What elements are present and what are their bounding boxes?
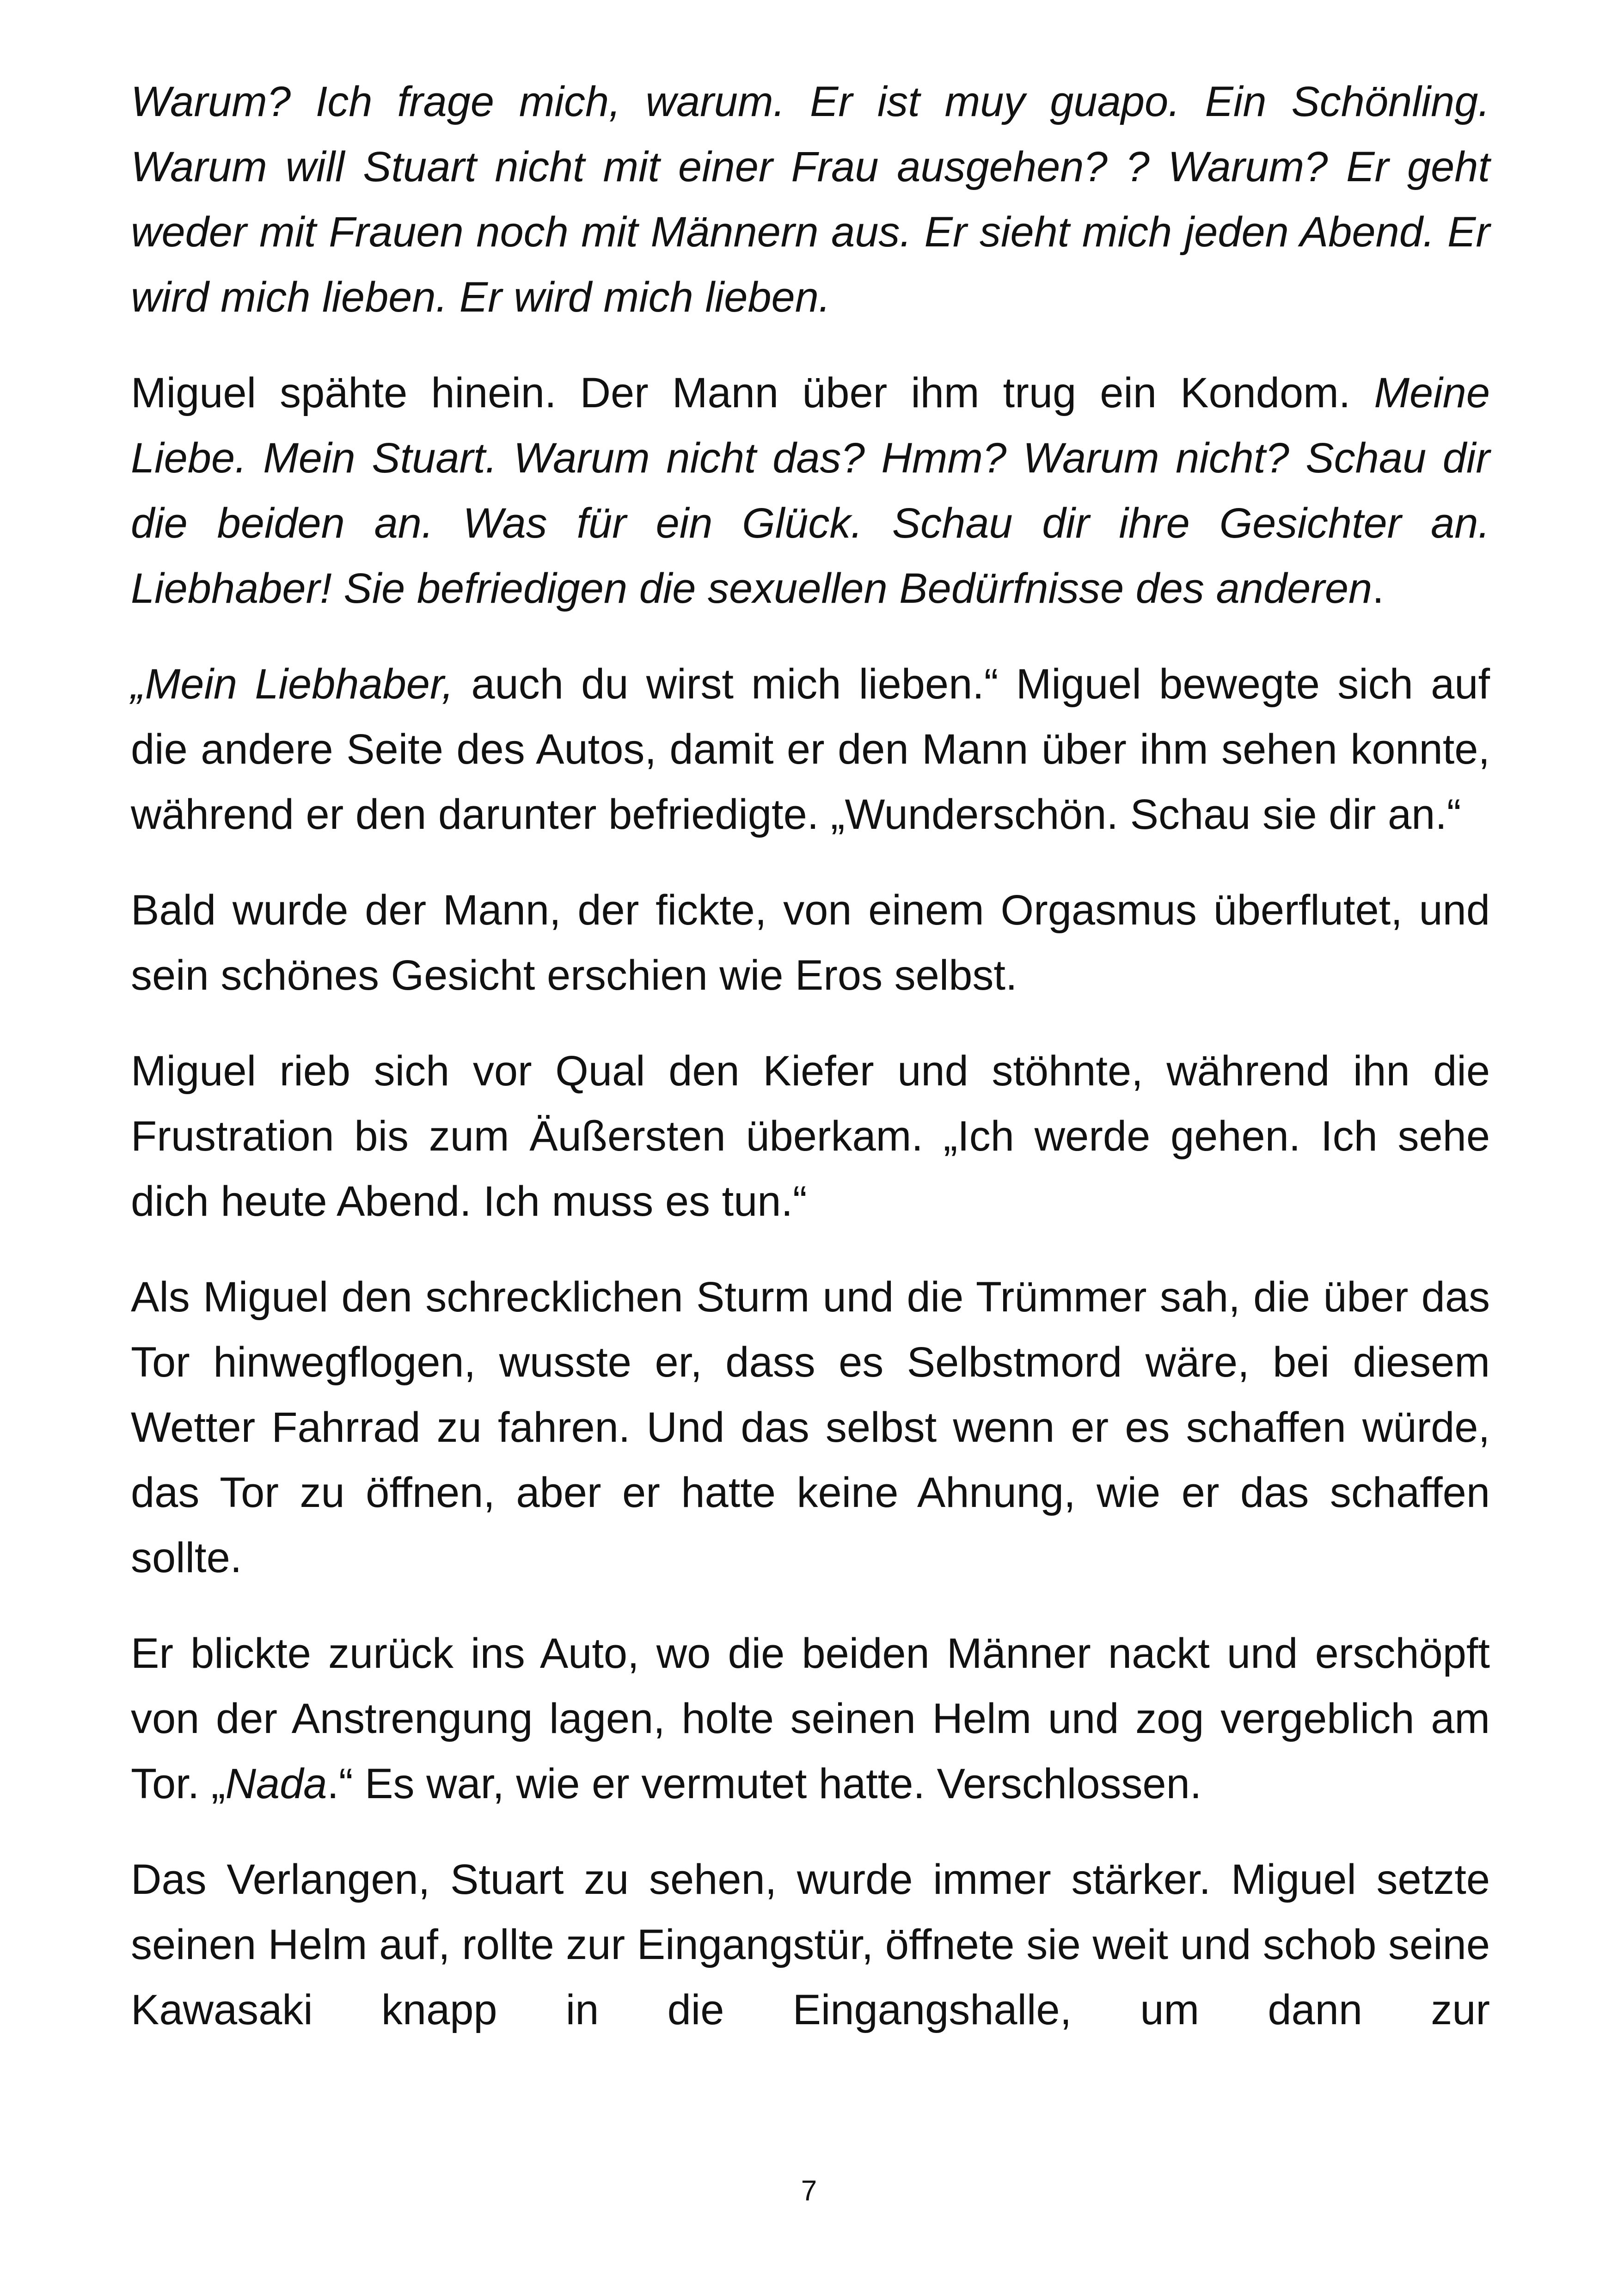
paragraph-2: [131, 361, 1490, 621]
paragraph-1: [131, 69, 1490, 330]
body-text: auch du wirst mich lieben.“ Miguel bewegte sich auf die andere Seite des Autos, damit er den Mann über ihm sehen konnte, während er den darunter befriedigte. „Wunderschön. Schau sie dir an.“: [131, 661, 1490, 838]
paragraph-3: [131, 652, 1490, 847]
body-text: .“ Es war, wie er vermutet hatte. Verschlossen.: [327, 1760, 1202, 1807]
document-page: [131, 69, 1490, 2073]
paragraph-8: [131, 1847, 1490, 2043]
paragraph-6: [131, 1265, 1490, 1591]
paragraph-4: [131, 878, 1490, 1008]
italic-text: Warum? Ich frage mich, warum. Er ist muy guapo. Ein Schönling. Warum will Stuart nicht mit einer Frau ausgehen? ? Warum? Er geht weder mit Frauen noch mit Männern aus. Er sieht mich jeden Abend. Er wird mich lieben. Er wird mich lieben.: [131, 78, 1490, 321]
body-text: Das Verlangen, Stuart zu sehen, wurde immer stärker. Miguel setzte seinen Helm auf, rollte zur Eingangstür, öffnete sie weit und schob seine Kawasaki knapp in die Eingangshalle, um dann zur: [131, 1856, 1490, 2033]
body-text: Er blickte zurück ins Auto, wo die beiden Männer nackt und erschöpft von der Anstrengung lagen, holte seinen Helm und zog vergeblich am Tor. „: [131, 1630, 1490, 1807]
body-text: .: [1372, 565, 1384, 612]
body-text: Bald wurde der Mann, der fickte, von einem Orgasmus überflutet, und sein schönes Gesicht erschien wie Eros selbst.: [131, 887, 1490, 999]
body-text: Miguel rieb sich vor Qual den Kiefer und stöhnte, während ihn die Frustration bis zum Äußersten überkam. „Ich werde gehen. Ich sehe dich heute Abend. Ich muss es tun.“: [131, 1047, 1490, 1225]
italic-text: Meine Liebe. Mein Stuart. Warum nicht das? Hmm? Warum nicht? Schau dir die beiden an. Was für ein Glück. Schau dir ihre Gesichter an. Liebhaber! Sie befriedigen die sexuellen Bedürfnisse des anderen: [131, 369, 1490, 612]
paragraph-7: [131, 1621, 1490, 1817]
paragraph-5: [131, 1039, 1490, 1234]
page-number: 7: [801, 2175, 817, 2207]
body-text: Als Miguel den schrecklichen Sturm und die Trümmer sah, die über das Tor hinwegflogen, wusste er, dass es Selbstmord wäre, bei diesem Wetter Fahrrad zu fahren. Und das selbst wenn er es schaffen würde, das Tor zu öffnen, aber er hatte keine Ahnung, wie er das schaffen sollte.: [131, 1274, 1490, 1581]
body-text: Miguel spähte hinein. Der Mann über ihm trug ein Kondom.: [131, 369, 1374, 416]
italic-text: Nada: [225, 1760, 327, 1807]
italic-text: „Mein Liebhaber,: [131, 661, 454, 708]
